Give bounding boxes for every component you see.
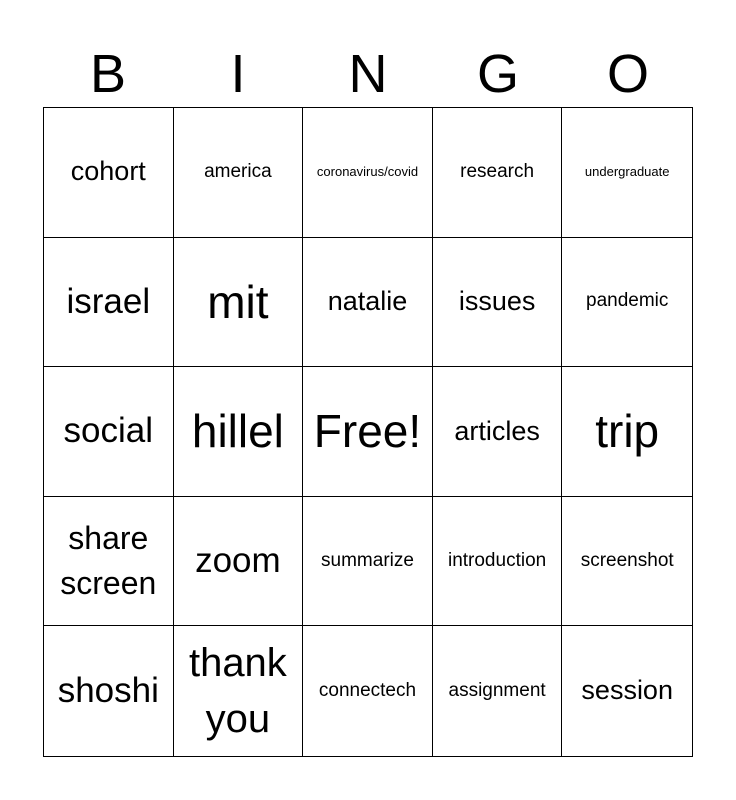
cell-text: share screen <box>60 520 157 602</box>
bingo-cell <box>44 108 174 238</box>
bingo-cell <box>562 108 692 238</box>
bingo-cell <box>562 367 692 497</box>
bingo-cell <box>174 238 304 368</box>
cell-text: screenshot <box>580 549 674 571</box>
bingo-board <box>43 107 693 757</box>
bingo-cell <box>562 626 692 756</box>
bingo-cell <box>174 626 304 756</box>
bingo-cell <box>303 238 433 368</box>
cell-text: connectech <box>318 679 417 701</box>
cell-text: summarize <box>321 549 414 571</box>
bingo-cell <box>303 108 433 238</box>
bingo-cell <box>44 367 174 497</box>
header-letter-g: G <box>476 44 519 104</box>
bingo-cell <box>303 626 433 756</box>
cell-text: america <box>204 160 272 182</box>
header-letter-n: N <box>348 44 388 104</box>
bingo-cell <box>433 497 563 627</box>
cell-text: social <box>63 411 154 451</box>
bingo-cell <box>174 108 304 238</box>
bingo-cell <box>562 497 692 627</box>
free-space-cell <box>303 367 433 497</box>
cell-text: mit <box>207 275 269 328</box>
cell-text: thank you <box>188 641 287 742</box>
cell-text: cohort <box>70 156 146 187</box>
cell-text: hillel <box>191 405 284 458</box>
cell-text: issues <box>458 286 536 317</box>
header-letter-i: I <box>230 44 246 104</box>
bingo-cell <box>562 238 692 368</box>
cell-text: natalie <box>327 286 408 317</box>
bingo-header <box>43 40 693 108</box>
cell-text: session <box>581 675 673 706</box>
cell-text: zoom <box>195 540 281 580</box>
bingo-cell <box>303 497 433 627</box>
bingo-cell <box>44 626 174 756</box>
cell-text: assignment <box>448 679 546 701</box>
bingo-cell <box>433 626 563 756</box>
bingo-cell <box>433 108 563 238</box>
cell-text: introduction <box>447 549 547 571</box>
bingo-cell <box>174 367 304 497</box>
cell-text: israel <box>66 281 151 321</box>
cell-text: trip <box>595 405 660 458</box>
cell-text: coronavirus/covid <box>316 164 419 180</box>
cell-text: undergraduate <box>584 164 670 180</box>
header-letter-o: O <box>606 44 649 104</box>
cell-text: research <box>460 160 535 182</box>
bingo-cell <box>433 238 563 368</box>
bingo-cell <box>433 367 563 497</box>
bingo-cell <box>44 238 174 368</box>
bingo-cell <box>44 497 174 627</box>
header-letter-b: B <box>89 44 127 104</box>
cell-text: articles <box>454 415 540 446</box>
cell-text: shoshi <box>57 670 159 710</box>
cell-text: Free! <box>313 405 422 458</box>
cell-text: pandemic <box>586 290 669 312</box>
bingo-cell <box>174 497 304 627</box>
